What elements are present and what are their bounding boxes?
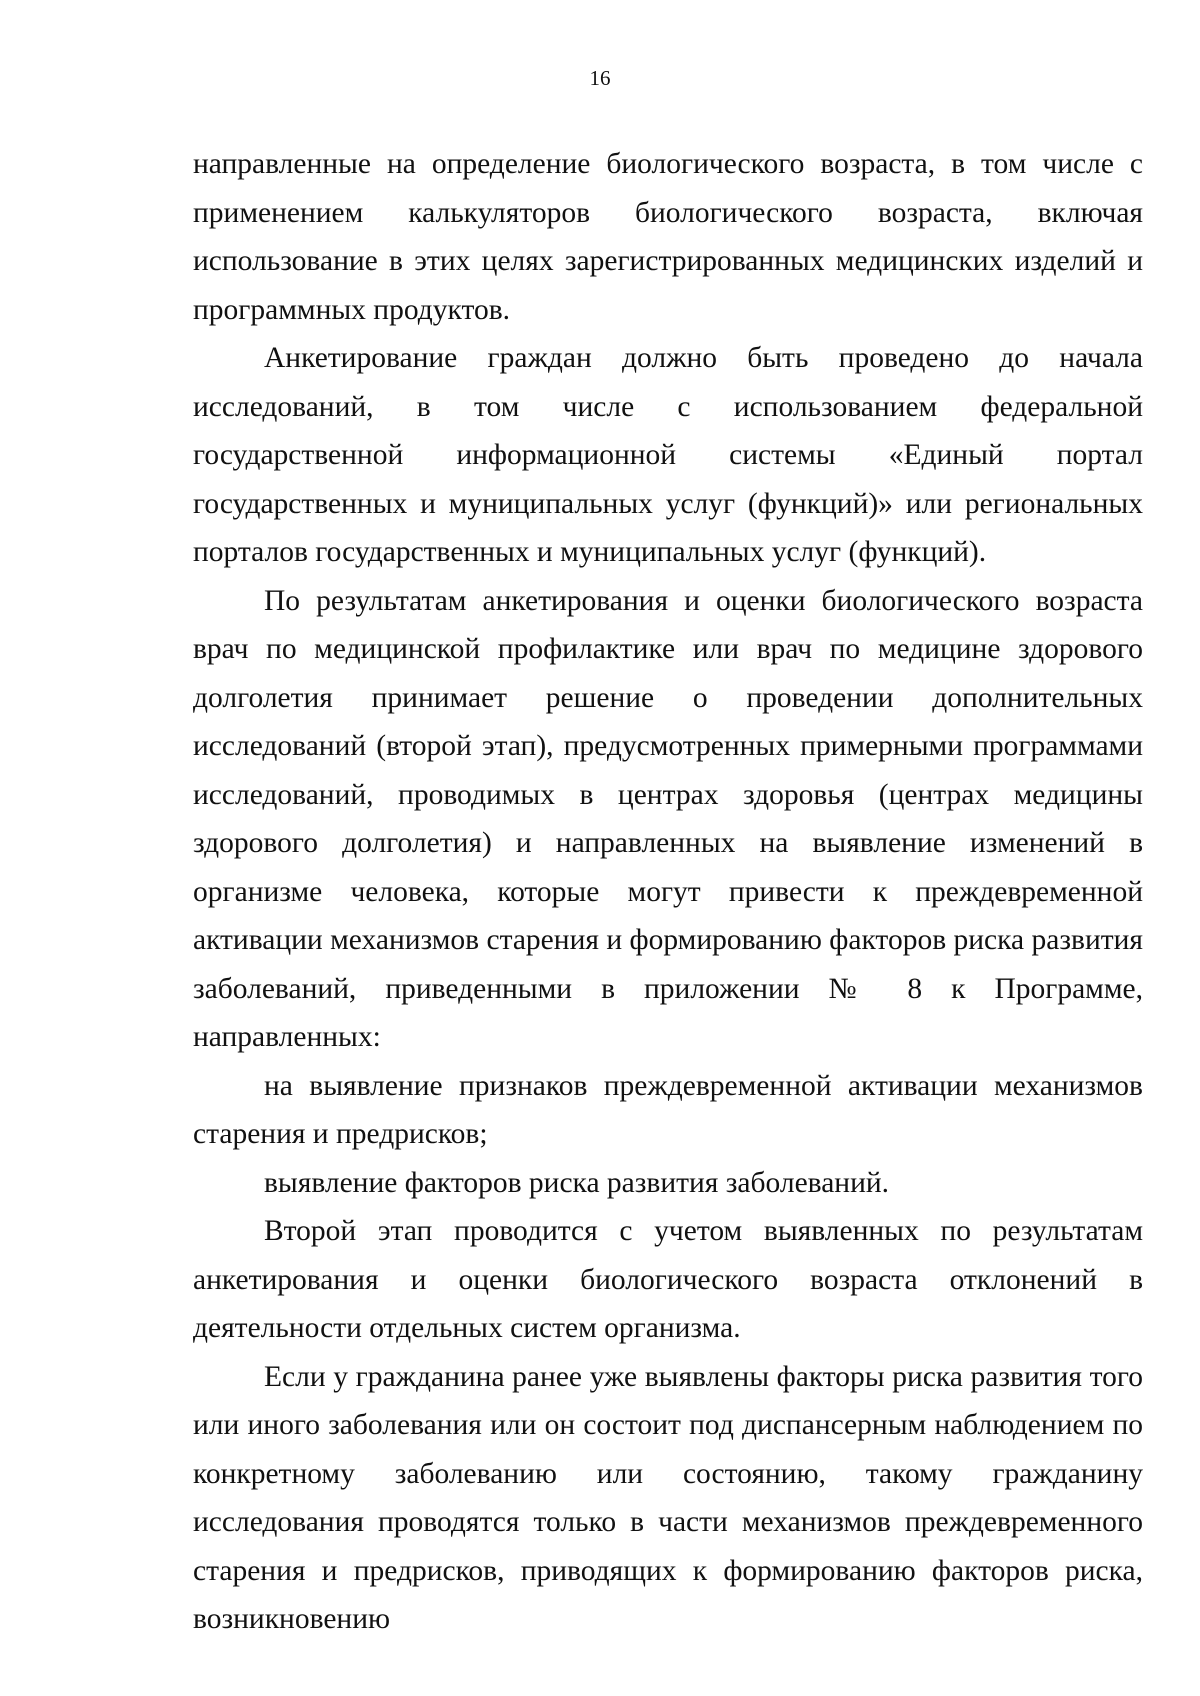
- paragraph-second-stage-decision: По результатам анкетирования и оценки биологического возраста врач по медицинской профилактике или врач по медицине здорового долголетия принимает решение о проведении дополнительных исследований (второй этап), предусмотренных примерными программами исследований, проводимых в центрах здоровья (центрах медицины здорового долголетия) и направленных на выявление изменений в организме человека, которые могут привести к преждевременной активации механизмов старения и формированию факторов риска развития заболеваний, приведенными в приложении № 8 к Программе, направленных:: [193, 584, 1143, 1053]
- paragraph-continuation: направленные на определение биологического возраста, в том числе с применением калькуляторов биологического возраста, включая использование в этих целях зарегистрированных медицинских изделий и программных продуктов.: [193, 148, 1143, 326]
- paragraph-second-stage: Второй этап проводится с учетом выявленных по результатам анкетирования и оценки биологического возраста отклонений в деятельности отдельных систем организма.: [193, 1215, 1143, 1344]
- paragraph-survey: Анкетирование граждан должно быть проведено до начала исследований, в том числе с использованием федеральной государственной информационной системы «Единый портал государственных и муниципальных услуг (функций)» или региональных порталов государственных и муниципальных услуг (функций).: [193, 342, 1143, 568]
- paragraph-existing-risk-factors: Если у гражданина ранее уже выявлены факторы риска развития того или иного заболевания или он состоит под диспансерным наблюдением по конкретному заболеванию или состоянию, такому гражданину исследования проводятся только в части механизмов преждевременного старения и предрисков, приводящих к формированию факторов риска, возникновению: [193, 1360, 1143, 1635]
- paragraph-list-item-risk-factors: выявление факторов риска развития заболеваний.: [264, 1166, 890, 1199]
- paragraph-list-item-aging-signs: на выявление признаков преждевременной активации механизмов старения и предрисков;: [193, 1069, 1143, 1150]
- document-body: [193, 140, 1143, 1644]
- page-number: 16: [589, 66, 611, 90]
